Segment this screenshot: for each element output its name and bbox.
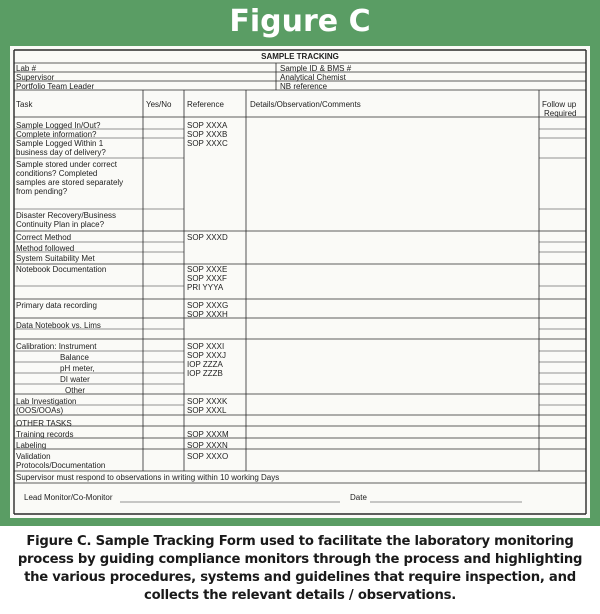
- task-label-continued: Continuity Plan in place?: [16, 220, 105, 229]
- task-label: Notebook Documentation: [16, 265, 107, 274]
- reference-code: SOP XXXD: [187, 233, 228, 242]
- supervisor-note: Supervisor must respond to observations in writing within 10 working Days: [16, 473, 280, 482]
- date-label: Date: [350, 493, 367, 502]
- task-column-header: Task: [16, 100, 33, 109]
- caption-line: collects the relevant details / observations.: [144, 588, 456, 603]
- sample-tracking-form: [10, 46, 590, 518]
- task-label-continued: conditions? Completed: [16, 169, 98, 178]
- sample-id-field-label: Sample ID & BMS #: [280, 64, 352, 73]
- reference-code: PRI YYYA: [187, 283, 224, 292]
- task-label: Lab Investigation: [16, 397, 77, 406]
- reference-code: SOP XXXK: [187, 397, 228, 406]
- reference-code: SOP XXXH: [187, 310, 228, 319]
- reference-code: SOP XXXA: [187, 121, 228, 130]
- task-label: Primary data recording: [16, 301, 97, 310]
- form-title: SAMPLE TRACKING: [261, 52, 339, 61]
- reference-code: SOP XXXB: [187, 130, 228, 139]
- task-label: Sample Logged Within 1: [16, 139, 104, 148]
- task-label: DI water: [60, 375, 90, 384]
- reference-code: SOP XXXO: [187, 452, 229, 461]
- caption-line: Figure C. Sample Tracking Form used to facilitate the laboratory monitoring: [26, 534, 574, 549]
- caption-line: the various procedures, systems and guidelines that require inspection, and: [24, 570, 576, 585]
- task-label: Sample Logged In/Out?: [16, 121, 101, 130]
- yesno-column-header: Yes/No: [146, 100, 172, 109]
- task-label-continued: (OOS/OOAs): [16, 406, 64, 415]
- reference-code: SOP XXXN: [187, 441, 228, 450]
- form-grid-lines: [10, 46, 590, 518]
- figure-caption: [10, 533, 590, 605]
- task-label: Method followed: [16, 244, 75, 253]
- task-label-continued: from pending?: [16, 187, 68, 196]
- task-label: System Suitability Met: [16, 254, 95, 263]
- reference-code: SOP XXXE: [187, 265, 228, 274]
- task-label-continued: samples are stored separately: [16, 178, 124, 187]
- details-column-header: Details/Observation/Comments: [250, 100, 361, 109]
- lead-monitor-label: Lead Monitor/Co-Monitor: [24, 493, 113, 502]
- lab-field-label: Lab #: [16, 64, 37, 73]
- reference-code: IOP ZZZA: [187, 360, 223, 369]
- analytical-chemist-field-label: Analytical Chemist: [280, 73, 346, 82]
- task-label: Data Notebook vs. Lims: [16, 321, 101, 330]
- task-label: Labeling: [16, 441, 47, 450]
- task-label: OTHER TASKS: [16, 419, 72, 428]
- task-label: Calibration: Instrument: [16, 342, 97, 351]
- followup-column-header-line2: Required: [544, 109, 577, 118]
- reference-code: SOP XXXF: [187, 274, 227, 283]
- figure-title: Figure C: [229, 4, 371, 39]
- reference-code: SOP XXXJ: [187, 351, 226, 360]
- task-label: Other: [65, 386, 86, 395]
- task-label: Balance: [60, 353, 89, 362]
- caption-line: process by guiding compliance monitors through the process and highlighting: [17, 552, 583, 567]
- reference-code: SOP XXXM: [187, 430, 229, 439]
- followup-column-header: Follow up: [542, 100, 577, 109]
- task-label: Sample stored under correct: [16, 160, 117, 169]
- reference-code: SOP XXXC: [187, 139, 228, 148]
- task-label: Correct Method: [16, 233, 72, 242]
- reference-code: SOP XXXG: [187, 301, 229, 310]
- task-label: Validation: [16, 452, 51, 461]
- task-label: Disaster Recovery/Business: [16, 211, 117, 220]
- reference-code: SOP XXXI: [187, 342, 225, 351]
- task-label: Complete information?: [16, 130, 97, 139]
- nb-reference-field-label: NB reference: [280, 82, 328, 91]
- reference-code: IOP ZZZB: [187, 369, 223, 378]
- task-label: Training records: [16, 430, 74, 439]
- supervisor-field-label: Supervisor: [16, 73, 55, 82]
- task-label-continued: business day of delivery?: [16, 148, 106, 157]
- portfolio-field-label: Portfolio Team Leader: [16, 82, 95, 91]
- task-label: pH meter,: [60, 364, 95, 373]
- task-label-continued: Protocols/Documentation: [16, 461, 106, 470]
- reference-code: SOP XXXL: [187, 406, 227, 415]
- reference-column-header: Reference: [187, 100, 224, 109]
